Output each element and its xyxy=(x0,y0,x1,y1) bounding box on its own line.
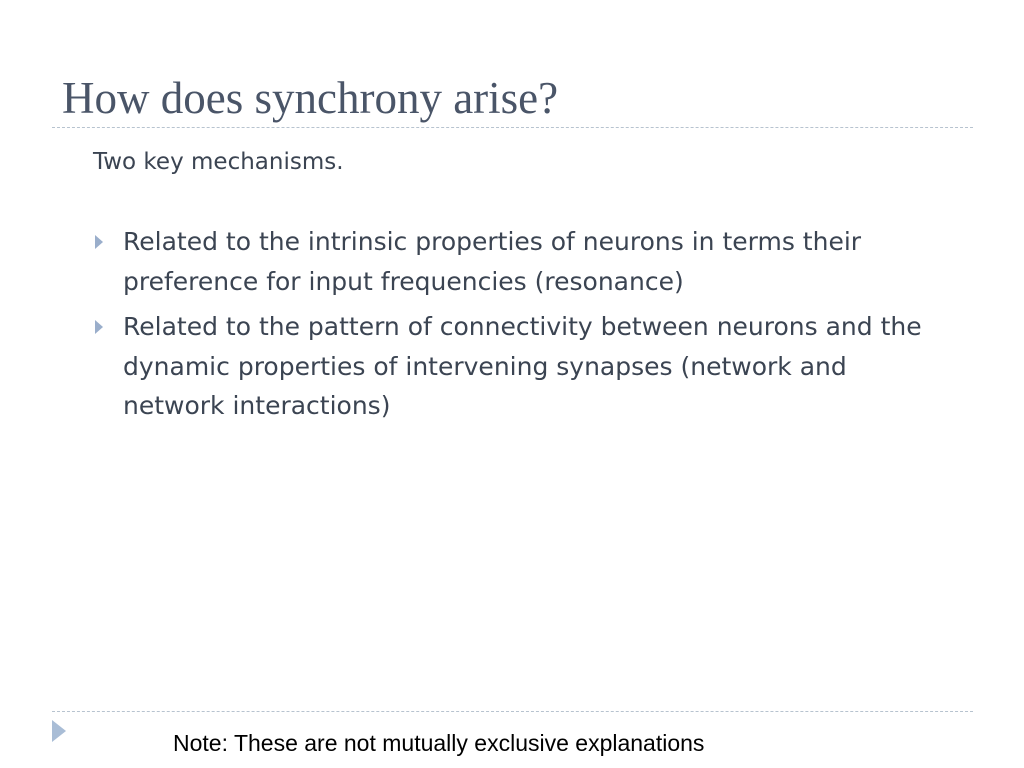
slide-title: How does synchrony arise? xyxy=(62,73,559,123)
slide-body xyxy=(93,145,933,432)
triangle-right-icon xyxy=(95,320,103,334)
intro-text: Two key mechanisms. xyxy=(93,149,344,175)
bullet-list xyxy=(93,222,933,426)
bullet-item xyxy=(93,307,933,426)
triangle-right-icon xyxy=(95,235,103,249)
bullet-text: Related to the intrinsic properties of neurons in terms their preference for input frequencies (resonance) xyxy=(123,227,862,296)
bullet-text: Related to the pattern of connectivity between neurons and the dynamic properties of intervening synapses (network and network interactions) xyxy=(123,312,922,420)
bullet-item xyxy=(93,222,933,301)
footer-divider xyxy=(52,711,973,712)
footer-note: Note: These are not mutually exclusive explanations xyxy=(173,730,705,756)
title-divider xyxy=(52,127,973,128)
play-arrow-icon[interactable] xyxy=(52,720,66,742)
